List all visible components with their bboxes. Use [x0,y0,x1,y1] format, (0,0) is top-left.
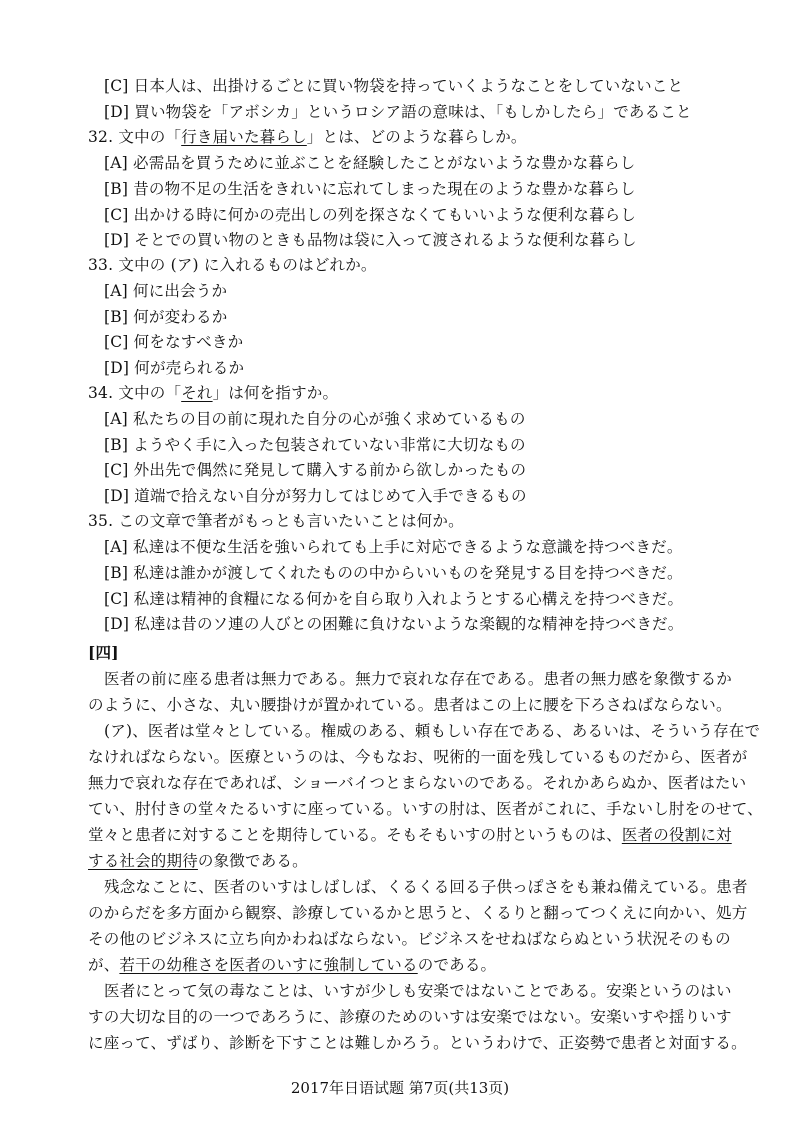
q32-option-d: [D] そとでの買い物のときも品物は袋に入って渡されるような便利な暮らし [104,231,637,249]
q34-text-end: 」は何を指すか。 [212,384,339,402]
page-footer: 2017年日语试题 第7页(共13页) [290,1079,510,1097]
q34-option-a: [A] 私たちの目の前に現れた自分の心が強く求めているもの [104,410,526,428]
question-32 [88,127,527,147]
question-35: 35. この文章で筆者がもっとも言いたいことは何か。 [88,512,464,530]
q32-option-a: [A] 必需品を買うために並ぶことを経験したことがないような豊かな暮らし [104,154,636,172]
q32-option-b: [B] 昔の物不足の生活をきれいに忘れてしまった現在のような豊かな暮らし [104,180,636,198]
q34-option-d: [D] 道端で拾えない自分が努力してはじめて入手できるもの [104,487,527,505]
q35-option-a: [A] 私達は不便な生活を強いられても上手に対応できるような意識を持つべきだ。 [104,538,683,556]
passage-text: が、 [88,956,120,974]
passage-text: の象徴である。 [197,852,308,870]
passage-line: 医者にとって気の毒なことは、いすが少しも安楽ではないことである。安楽というのはい [104,982,732,1000]
q31-option-c: [C] 日本人は、出掛けるごとに買い物袋を持っていくようなことをしていないこと [104,77,684,95]
q32-text-end: 」とは、どのような暮らしか。 [306,128,527,146]
passage-line: (ア)、医者は堂々としている。権威のある、頼もしい存在である、あるいは、そういう存在で [104,722,761,740]
passage-line: すの大切な目的の一つであろうに、診療のためのいすは安楽ではない。安楽いすや揺りいす [88,1008,732,1026]
question-33: 33. 文中の (ア) に入れるものはどれか。 [88,256,377,274]
underlined-phrase: 医者の役割に対 [621,826,732,844]
passage-line: のように、小さな、丸い腰掛けが置かれている。患者はこの上に腰を下ろさねばならない。 [88,696,732,714]
q35-option-c: [C] 私達は精神的食糧になる何かを自ら取り入れようとする心構えを持つべきだ。 [104,590,684,608]
passage-line: なければならない。医療というのは、今もなお、呪術的一面を残しているものだから、医者が [88,748,748,766]
underlined-phrase: 若干の幼稚さを医者のいすに強制している [119,956,418,974]
passage-line: 医者の前に座る患者は無力である。無力で哀れな存在である。患者の無力感を象徴するか [104,670,733,688]
passage-line: てい、肘付きの堂々たるいすに座っている。いすの肘は、医者がこれに、手ないし肘をのせて、 [88,800,763,818]
q34-text: 34. 文中の「 [88,384,182,402]
section-heading: [四] [88,643,119,662]
passage-line [88,955,496,975]
q33-option-b: [B] 何が変わるか [104,308,228,326]
q34-option-b: [B] ようやく手に入った包装されていない非常に大切なもの [104,436,526,454]
q32-option-c: [C] 出かける時に何かの売出しの列を探さなくてもいいような便利な暮らし [104,206,637,224]
passage-line: のからだを多方面から観察、診療しているかと思うと、くるりと翻ってつくえに向かい、処方 [88,904,748,922]
passage-text: のである。 [417,956,497,974]
q33-option-d: [D] 何が売られるか [104,359,245,377]
passage-line: に座って、ずばり、診断を下すことは難しかろう。というわけで、正姿勢で患者と対面する。 [88,1034,747,1052]
q35-option-d: [D] 私達は昔のソ連の人びとの困難に負けないような楽観的な精神を持つべきだ。 [104,615,684,633]
q31-option-d: [D] 買い物袋を「アボシカ」というロシア語の意味は、「もしかしたら」であること [104,103,692,121]
q32-underlined-phrase: 行き届いた暮らし [181,128,307,146]
passage-line: その他のビジネスに立ち向かわねばならない。ビジネスをせねばならぬという状況そのもの [88,930,731,948]
q32-text: 32. 文中の「 [88,128,182,146]
passage-line: 無力で哀れな存在であれば、ショーバイつとまらないのである。それかあらぬか、医者はたい [88,774,747,792]
q34-option-c: [C] 外出先で偶然に発見して購入する前から欲しかったもの [104,461,527,479]
q35-option-b: [B] 私達は誰かが渡してくれたものの中からいいものを発見する目を持つべきだ。 [104,564,683,582]
q33-option-c: [C] 何をなすべきか [104,333,244,351]
q34-underlined-word: それ [181,384,213,402]
passage-line [88,851,308,871]
question-34 [88,383,338,403]
q33-option-a: [A] 何に出会うか [104,282,228,300]
passage-line: 残念なことに、医者のいすはしばしば、くるくる回る子供っぽさをも兼ね備えている。患者 [104,878,748,896]
passage-text: 堂々と患者に対することを期待している。そもそもいすの肘というものは、 [88,826,622,844]
passage-line [88,825,732,845]
underlined-phrase: する社会的期待 [88,852,198,870]
